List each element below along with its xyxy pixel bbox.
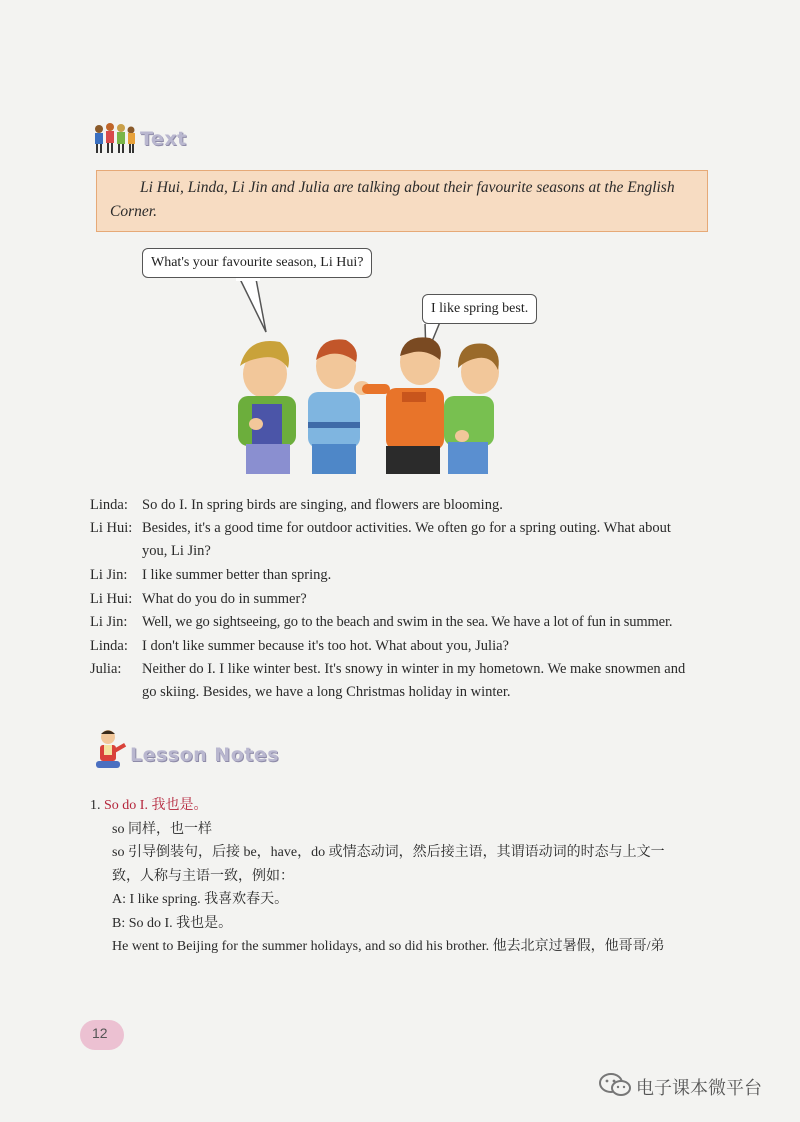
note-phrase-cn: 我也是。 (151, 798, 208, 813)
note-phrase: So do I. (104, 798, 148, 813)
speech-bubble-left: What's your favourite season, Li Hui? (142, 248, 372, 278)
note-example-c: He went to Beijing for the summer holidays, and so did his brother. 他去北京过暑假，他哥哥/弟 (112, 939, 665, 954)
speech-bubble-right: I like spring best. (422, 294, 537, 324)
intro-sentence: Li Hui, Linda, Li Jin and Julia are talking about their favourite seasons at the English Corner. (110, 179, 675, 220)
line-text: I don't like summer because it's too hot. What about you, Julia? (142, 638, 509, 654)
text-header (92, 120, 232, 156)
note-meaning: so 同样，也一样 (112, 821, 212, 837)
speaker: Li Jin: (90, 567, 128, 583)
line-text: What do you do in summer? (142, 591, 307, 607)
note-explanation-cont: 致，人称与主语一致，例如： (112, 868, 294, 884)
wechat-icon (598, 1072, 632, 1103)
line-text-cont: you, Li Jin? (142, 543, 211, 559)
students-icon (92, 120, 136, 156)
note-explanation: so 引导倒装句，后接 be，have，do 或情态动词，然后接主语，其谓语动词的时态与上文一 (112, 845, 665, 860)
speaker: Linda: (90, 497, 128, 513)
children-illustration (140, 244, 560, 476)
speaker: Linda: (90, 638, 128, 654)
note-example-b: B: So do I. 我也是。 (112, 915, 233, 931)
speaker: Li Hui: (90, 520, 133, 536)
note-heading (90, 794, 720, 818)
line-text: Neither do I. I like winter best. It's snowy in winter in my hometown. We make snowmen and (142, 661, 686, 677)
watermark-text: 电子课本微平台 (636, 1078, 762, 1099)
line-text-cont: go skiing. Besides, we have a long Christmas holiday in winter. (142, 684, 511, 700)
note-number: 1. (90, 798, 101, 813)
note-example-a: A: I like spring. 我喜欢春天。 (112, 892, 289, 907)
line-text: I like summer better than spring. (142, 567, 332, 583)
line-text: Besides, it's a good time for outdoor activities. We often go for a spring outing. What about (142, 520, 671, 536)
page-number: 12 (92, 1025, 108, 1041)
line-text: Well, we go sightseeing, go to the beach and swim in the sea. We have a lot of fun in summer. (142, 614, 673, 630)
speaker: Li Jin: (90, 614, 128, 630)
teacher-icon (92, 728, 128, 770)
section-title-text: Text (140, 128, 187, 150)
speaker: Julia: (90, 661, 122, 677)
section-title-notes: Lesson Notes (130, 744, 280, 766)
notes-header (92, 728, 312, 772)
line-text: So do I. In spring birds are singing, and flowers are blooming. (142, 497, 503, 513)
illustration (140, 244, 560, 476)
speaker: Li Hui: (90, 591, 133, 607)
note-item-1 (90, 794, 720, 959)
intro-text (110, 176, 700, 224)
